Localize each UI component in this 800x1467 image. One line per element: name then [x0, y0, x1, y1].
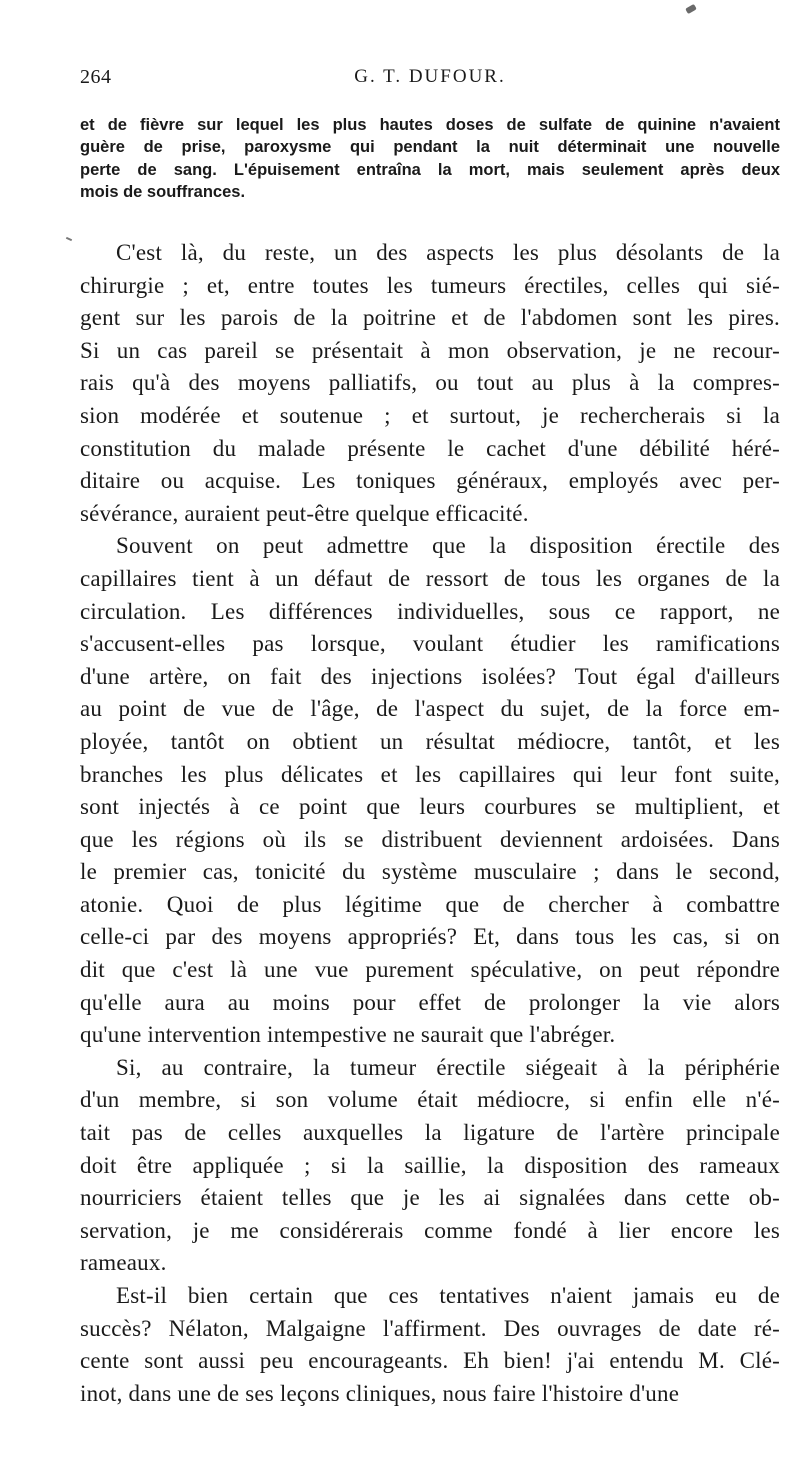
ink-mark	[685, 4, 697, 14]
text-line: nourriciers étaient telles que je les ai signalées dans cette ob-	[80, 1185, 780, 1211]
text-line: gent sur les parois de la poitrine et de l'abdomen sont les pires.	[80, 305, 780, 331]
text-line: sont injectés à ce point que leurs courbures se multiplient, et	[80, 794, 780, 820]
text-line: Si un cas pareil se présentait à mon observation, je ne recour-	[80, 337, 780, 363]
text-line: servation, je me considérerais comme fondé à lier encore les	[80, 1217, 780, 1243]
text-line: s'accusent-elles pas lorsque, voulant étudier les ramifications	[80, 631, 780, 657]
text-line: branches les plus délicates et les capillaires qui leur font suite,	[80, 761, 780, 787]
text-line: sévérance, auraient peut-être quelque efficacité.	[80, 500, 529, 526]
text-line: qu'une intervention intempestive ne saurait que l'abréger.	[80, 1022, 616, 1048]
paragraph	[80, 237, 780, 530]
text-line: mois de souffrances.	[80, 183, 246, 202]
text-line: Si, au contraire, la tumeur érectile siégeait à la périphérie	[116, 1054, 780, 1080]
text-line: doit être appliquée ; si la saillie, la disposition des rameaux	[80, 1152, 780, 1178]
paragraph	[80, 1280, 780, 1410]
text-line: d'un membre, si son volume était médiocre, si enfin elle n'é-	[80, 1087, 780, 1113]
header-author: G. T. DUFOUR.	[354, 66, 506, 87]
ink-mark-margin	[66, 237, 72, 241]
text-line: circulation. Les différences individuelles, sous ce rapport, ne	[80, 598, 780, 624]
text-line: capillaires tient à un défaut de ressort de tous les organes de la	[80, 565, 780, 591]
text-line: C'est là, du reste, un des aspects les plus désolants de la	[116, 240, 780, 265]
text-line: d'une artère, on fait des injections isolées? Tout égal d'ailleurs	[80, 663, 780, 689]
text-line: ditaire ou acquise. Les toniques généraux, employés avec per-	[80, 468, 780, 494]
text-line: rais qu'à des moyens palliatifs, ou tout au plus à la compres-	[80, 370, 780, 396]
text-line: Est-il bien certain que ces tentatives n'aient jamais eu de	[116, 1283, 780, 1308]
paragraph	[80, 1052, 780, 1280]
text-line: au point de vue de l'âge, de l'aspect du sujet, de la force em-	[80, 696, 780, 722]
text-line: qu'elle aura au moins pour effet de prolonger la vie alors	[80, 989, 780, 1015]
text-line: guère de prise, paroxysme qui pendant la nuit déterminait une nouvelle	[80, 138, 780, 157]
paragraph	[80, 530, 780, 1052]
text-line: dit que c'est là une vue purement spéculative, on peut répondre	[80, 957, 780, 983]
text-line: atonie. Quoi de plus légitime que de chercher à combattre	[80, 891, 780, 917]
text-line: et de fièvre sur lequel les plus hautes doses de sulfate de quinine n'avaient	[80, 116, 780, 134]
page-number: 264	[80, 66, 112, 88]
text-line: celle-ci par des moyens appropriés? Et, dans tous les cas, si on	[80, 924, 780, 950]
text-line: que les régions où ils se distribuent deviennent ardoisées. Dans	[80, 826, 780, 852]
text-line: sion modérée et soutenue ; et surtout, je rechercherais si la	[80, 402, 780, 428]
running-head	[80, 66, 780, 96]
text-line: succès? Nélaton, Malgaigne l'affirment. Des ouvrages de date ré-	[80, 1315, 780, 1341]
text-line: chirurgie ; et, entre toutes les tumeurs érectiles, celles qui sié-	[80, 272, 780, 298]
intro-block	[80, 114, 780, 204]
text-line: Souvent on peut admettre que la disposition érectile des	[116, 533, 780, 559]
text-line: inot, dans une de ses leçons cliniques, nous faire l'histoire d'une	[80, 1380, 680, 1406]
main-body	[80, 237, 780, 1410]
text-line: le premier cas, tonicité du système musculaire ; dans le second,	[80, 859, 780, 885]
text-line: tait pas de celles auxquelles la ligature de l'artère principale	[80, 1120, 780, 1146]
text-line: constitution du malade présente le cachet d'une débilité héré-	[80, 435, 780, 461]
text-line: ployée, tantôt on obtient un résultat médiocre, tantôt, et les	[80, 728, 780, 754]
text-line: perte de sang. L'épuisement entraîna la mort, mais seulement après deux	[80, 160, 780, 179]
text-line: rameaux.	[80, 1250, 167, 1276]
text-line: cente sont aussi peu encourageants. Eh bien! j'ai entendu M. Clé-	[80, 1348, 780, 1374]
